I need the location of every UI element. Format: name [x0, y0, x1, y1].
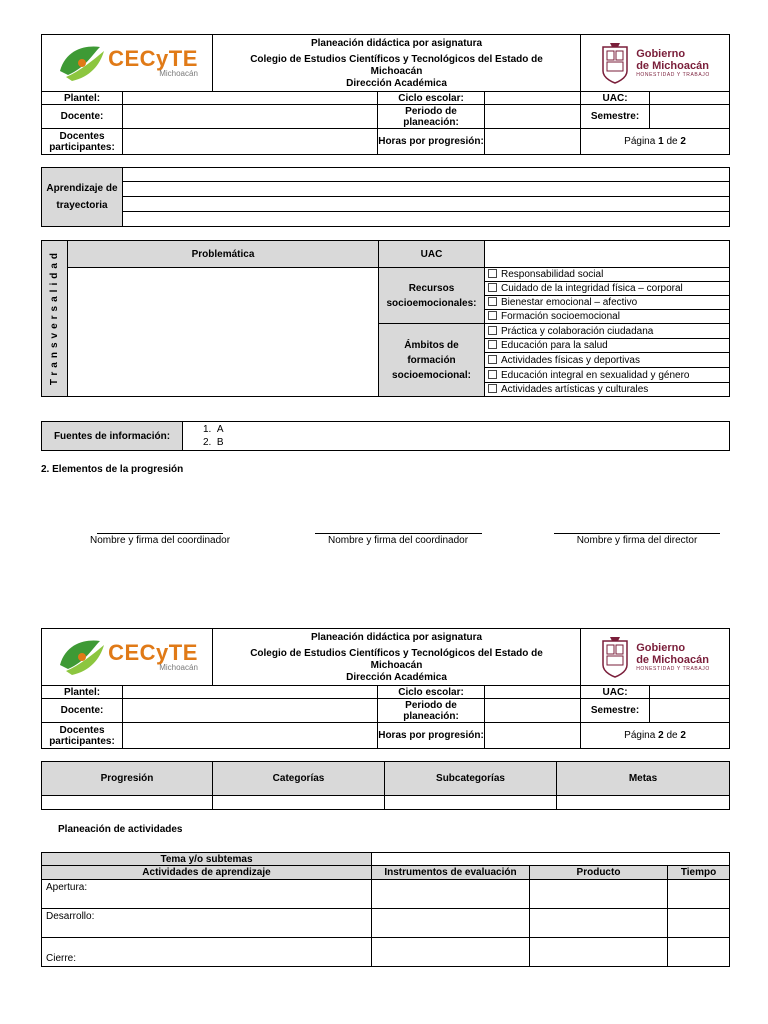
fuentes-table	[41, 421, 730, 451]
cecyte-logo	[42, 629, 213, 686]
signature-label-3: Nombre y firma del director	[576, 535, 698, 546]
plantel-label: Plantel:	[42, 92, 123, 105]
docentes-field[interactable]	[123, 129, 378, 155]
cecyte-logo-text: CECyTE	[108, 45, 198, 71]
progresion-header: Progresión	[42, 762, 213, 796]
horas-label: Horas por progresión:	[378, 723, 485, 749]
gov-shield-icon	[600, 635, 630, 679]
apertura-field[interactable]	[42, 880, 372, 909]
section2-title: 2. Elementos de la progresión	[41, 464, 184, 475]
progresion-table	[41, 761, 730, 810]
checkbox-ambitos-0[interactable]: Práctica y colaboración ciudadana	[485, 324, 730, 339]
checkbox-icon[interactable]	[488, 326, 497, 335]
college-line2: Michoacán	[370, 660, 423, 671]
doc-title: Planeación didáctica por asignatura	[310, 38, 483, 49]
horas-field[interactable]	[485, 723, 581, 749]
ciclo-field[interactable]	[485, 92, 581, 105]
cecyte-leaf-icon	[56, 635, 108, 679]
ciclo-field[interactable]	[485, 686, 581, 699]
tiempo-header: Tiempo	[668, 866, 730, 880]
page-indicator: Página 2 de 2	[581, 723, 730, 749]
signature-line	[554, 533, 720, 534]
cierre-field[interactable]	[42, 938, 372, 967]
periodo-field[interactable]	[485, 105, 581, 129]
plantel-label: Plantel:	[42, 686, 123, 699]
page1-header-table	[41, 34, 730, 155]
transversalidad-label: Transversalidad	[42, 241, 68, 397]
aprendizaje-row[interactable]	[123, 197, 730, 212]
periodo-field[interactable]	[485, 699, 581, 723]
apertura-tiempo[interactable]	[668, 880, 730, 909]
docentes-label: Docentes participantes:	[42, 129, 123, 155]
cierre-tiempo[interactable]	[668, 938, 730, 967]
checkbox-ambitos-1[interactable]: Educación para la salud	[485, 339, 730, 353]
aprendizaje-row[interactable]	[123, 182, 730, 197]
problematica-field[interactable]	[68, 268, 379, 397]
problematica-label: Problemática	[68, 241, 379, 268]
desarrollo-tiempo[interactable]	[668, 909, 730, 938]
checkbox-icon[interactable]	[488, 384, 497, 393]
docentes-field[interactable]	[123, 723, 378, 749]
metas-header: Metas	[557, 762, 730, 796]
fuentes-list[interactable]	[183, 422, 730, 451]
tema-field[interactable]	[372, 853, 730, 866]
gov-sub: HONESTIDAD Y TRABAJO	[636, 666, 710, 672]
cecyte-logo-sub: Michoacán	[159, 68, 198, 78]
gov-shield-icon	[600, 41, 630, 85]
checkbox-ambitos-4[interactable]: Actividades artísticas y culturales	[485, 383, 730, 397]
recursos-label: Recursos socioemocionales:	[379, 268, 485, 324]
checkbox-recursos-2[interactable]: Bienestar emocional – afectivo	[485, 296, 730, 310]
aprendizaje-table	[41, 167, 730, 227]
horas-field[interactable]	[485, 129, 581, 155]
page2-header-table	[41, 628, 730, 749]
categorias-header: Categorías	[213, 762, 385, 796]
actividades-header: Actividades de aprendizaje	[42, 866, 372, 880]
checkbox-icon[interactable]	[488, 355, 497, 364]
checkbox-icon[interactable]	[488, 283, 497, 292]
periodo-label: Periodo de planeación:	[378, 105, 485, 129]
semestre-label: Semestre:	[581, 699, 650, 723]
desarrollo-producto[interactable]	[530, 909, 668, 938]
checkbox-ambitos-2[interactable]: Actividades físicas y deportivas	[485, 353, 730, 368]
desarrollo-field[interactable]	[42, 909, 372, 938]
ambitos-label: Ámbitos de formación socioemocional:	[379, 324, 485, 397]
checkbox-recursos-1[interactable]: Cuidado de la integridad física – corporal	[485, 282, 730, 296]
uac-value[interactable]	[485, 241, 730, 268]
ciclo-label: Ciclo escolar:	[378, 686, 485, 699]
desarrollo-label: Desarrollo:	[46, 911, 95, 922]
cierre-producto[interactable]	[530, 938, 668, 967]
cecyte-logo-text: CECyTE	[108, 639, 198, 665]
apertura-producto[interactable]	[530, 880, 668, 909]
direction: Dirección Académica	[346, 78, 447, 89]
checkbox-recursos-3[interactable]: Formación socioemocional	[485, 310, 730, 324]
cecyte-logo-sub: Michoacán	[159, 662, 198, 672]
uac-header: UAC	[379, 241, 485, 268]
docente-field[interactable]	[123, 105, 378, 129]
gov-name-1: Gobierno	[636, 48, 686, 60]
horas-label: Horas por progresión:	[378, 129, 485, 155]
checkbox-icon[interactable]	[488, 340, 497, 349]
checkbox-icon[interactable]	[488, 311, 497, 320]
checkbox-icon[interactable]	[488, 269, 497, 278]
uac-field[interactable]	[650, 686, 730, 699]
docentes-label: Docentes participantes:	[42, 723, 123, 749]
cecyte-logo	[42, 35, 213, 92]
signature-label-1: Nombre y firma del coordinador	[89, 535, 231, 546]
page-indicator: Página 1 de 2	[581, 129, 730, 155]
apertura-instrumentos[interactable]	[372, 880, 530, 909]
progresion-field[interactable]	[42, 796, 213, 810]
tema-label: Tema y/o subtemas	[42, 853, 372, 866]
gov-sub: HONESTIDAD Y TRABAJO	[636, 72, 710, 78]
signature-label-2: Nombre y firma del coordinador	[327, 535, 469, 546]
gov-name-2: de Michoacán	[636, 654, 709, 666]
docente-label: Docente:	[42, 105, 123, 129]
instrumentos-header: Instrumentos de evaluación	[372, 866, 530, 880]
uac-label: UAC:	[581, 686, 650, 699]
college-line1: Colegio de Estudios Científicos y Tecnológicos del Estado de	[250, 648, 543, 659]
uac-label: UAC:	[581, 92, 650, 105]
aprendizaje-label: Aprendizaje de trayectoria	[42, 168, 123, 227]
gov-logo	[581, 629, 730, 686]
semestre-label: Semestre:	[581, 105, 650, 129]
cecyte-leaf-icon	[56, 41, 108, 85]
producto-header: Producto	[530, 866, 668, 880]
uac-field[interactable]	[650, 92, 730, 105]
periodo-label: Periodo de planeación:	[378, 699, 485, 723]
doc-title: Planeación didáctica por asignatura	[310, 632, 483, 643]
semestre-field[interactable]	[650, 105, 730, 129]
checkbox-ambitos-3[interactable]: Educación integral en sexualidad y género	[485, 368, 730, 383]
fuentes-label: Fuentes de información:	[42, 422, 183, 451]
direction: Dirección Académica	[346, 672, 447, 683]
desarrollo-instrumentos[interactable]	[372, 909, 530, 938]
subcategorias-header: Subcategorías	[385, 762, 557, 796]
transversalidad-table	[41, 240, 730, 397]
actividades-table	[41, 852, 730, 967]
checkbox-icon[interactable]	[488, 297, 497, 306]
categorias-field[interactable]	[213, 796, 385, 810]
cierre-label: Cierre:	[46, 953, 77, 964]
ciclo-label: Ciclo escolar:	[378, 92, 485, 105]
semestre-field[interactable]	[650, 699, 730, 723]
checkbox-recursos-0[interactable]: Responsabilidad social	[485, 268, 730, 282]
gov-name-2: de Michoacán	[636, 60, 709, 72]
signature-line	[315, 533, 482, 534]
subcategorias-field[interactable]	[385, 796, 557, 810]
metas-field[interactable]	[557, 796, 730, 810]
aprendizaje-row[interactable]	[123, 168, 730, 182]
gov-logo	[581, 35, 730, 92]
college-line1: Colegio de Estudios Científicos y Tecnológicos del Estado de	[250, 54, 543, 65]
planeacion-title: Planeación de actividades	[58, 824, 183, 835]
docente-label: Docente:	[42, 699, 123, 723]
gov-name-1: Gobierno	[636, 642, 686, 654]
college-line2: Michoacán	[370, 66, 423, 77]
checkbox-icon[interactable]	[488, 370, 497, 379]
docente-field[interactable]	[123, 699, 378, 723]
plantel-field[interactable]	[123, 686, 378, 699]
fuente-item: 2. B	[203, 437, 224, 448]
aprendizaje-row[interactable]	[123, 212, 730, 227]
apertura-label: Apertura:	[46, 882, 88, 893]
plantel-field[interactable]	[123, 92, 378, 105]
cierre-instrumentos[interactable]	[372, 938, 530, 967]
signature-line	[97, 533, 223, 534]
fuente-item: 1. A	[203, 424, 224, 435]
